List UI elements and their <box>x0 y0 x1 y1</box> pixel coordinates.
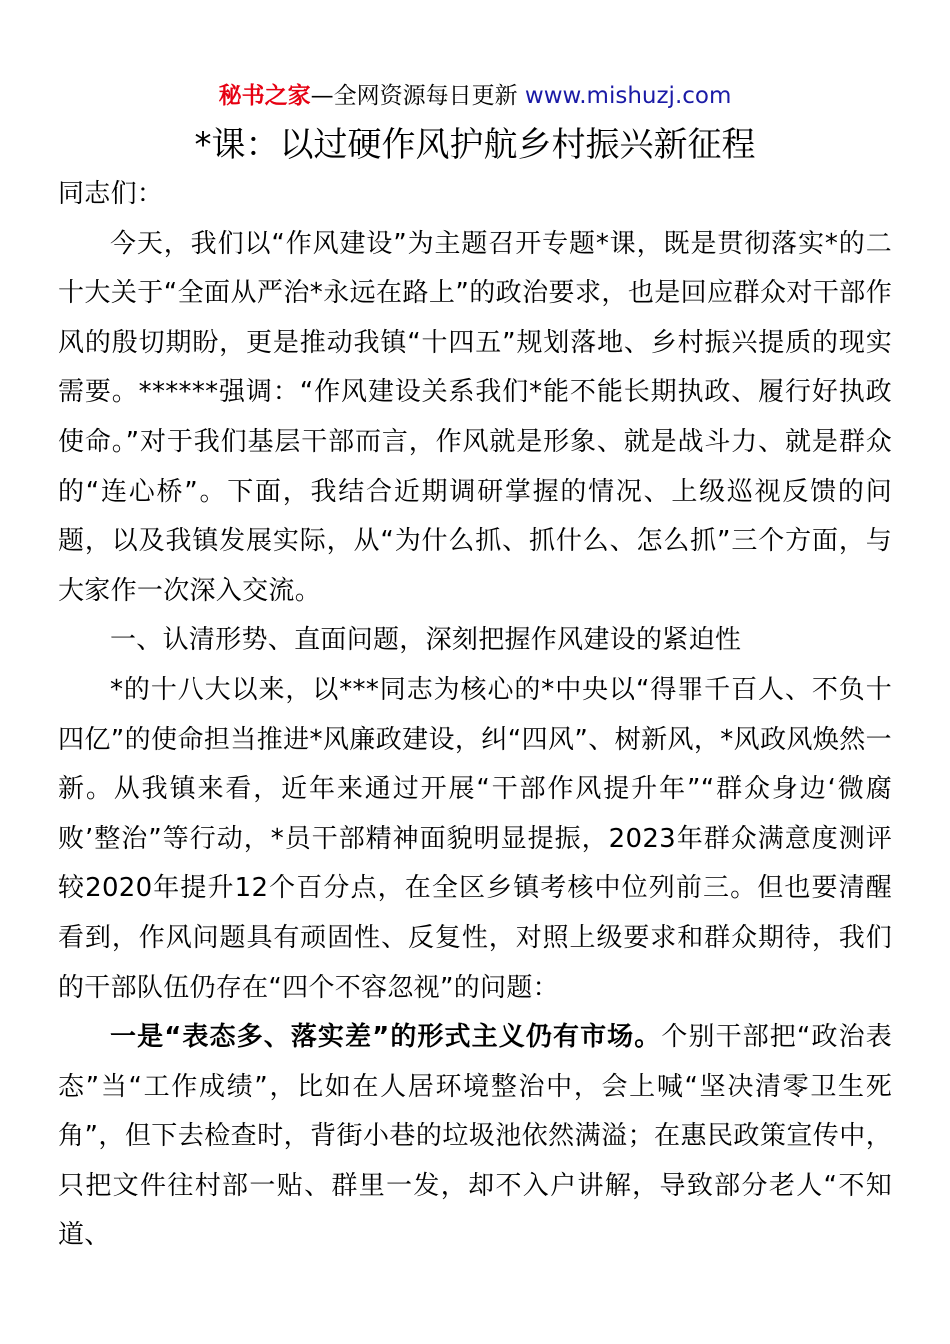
site-brand: 秘书之家 <box>218 83 311 109</box>
site-url-link[interactable]: www.mishuzj.com <box>524 83 732 109</box>
site-slogan: —全网资源每日更新 <box>310 83 525 109</box>
document-title: *课：以过硬作风护航乡村振兴新征程 <box>194 125 756 165</box>
problem-one-lead: 一是“表态多、落实差”的形式主义仍有市场。 <box>110 1022 662 1053</box>
salutation: 同志们： <box>58 179 164 209</box>
problem-one-body: 个别干部把“政治表态”当“工作成绩”，比如在人居环境整治中，会上喊“坚决清零卫生死角”，但下去检查时，背街小巷的垃圾池依然满溢；在惠民政策宣传中，只把文件往村部一贴、群里一发，却不入户讲解，导致部分老人“不知道、 <box>58 1022 893 1251</box>
paragraph-intro: 今天，我们以“作风建设”为主题召开专题*课，既是贯彻落实*的二十大关于“全面从严治*永远在路上”的政治要求，也是回应群众对干部作风的殷切期盼，更是推动我镇“十四五”规划落地、乡村振兴提质的现实需要。******强调：“作风建设关系我们*能不能长期执政、履行好执政使命。”对于我们基层干部而言，作风就是形象、就是战斗力、就是群众的“连心桥”。下面，我结合近期调研掌握的情况、上级巡视反馈的问题，以及我镇发展实际，从“为什么抓、抓什么、怎么抓”三个方面，与大家作一次深入交流。 <box>58 228 892 606</box>
document-body <box>58 170 892 1261</box>
site-banner <box>0 80 950 112</box>
section-heading: 一、认清形势、直面问题，深刻把握作风建设的紧迫性 <box>110 625 742 656</box>
paragraph-problem-one <box>58 1013 892 1261</box>
paragraph-situation: *的十八大以来，以***同志为核心的*中央以“得罪千百人、不负十四亿”的使命担当推进*风廉政建设，纠“四风”、树新风，*风政风焕然一新。从我镇来看，近年来通过开展“干部作风提升年”“群众身边‘微腐败’整治”等行动，*员干部精神面貌明显提振，2023年群众满意度测评较2020年提升12个百分点，在全区乡镇考核中位列前三。但也要清醒看到，作风问题具有顽固性、反复性，对照上级要求和群众期待，我们的干部队伍仍存在“四个不容忽视”的问题： <box>58 674 892 1003</box>
